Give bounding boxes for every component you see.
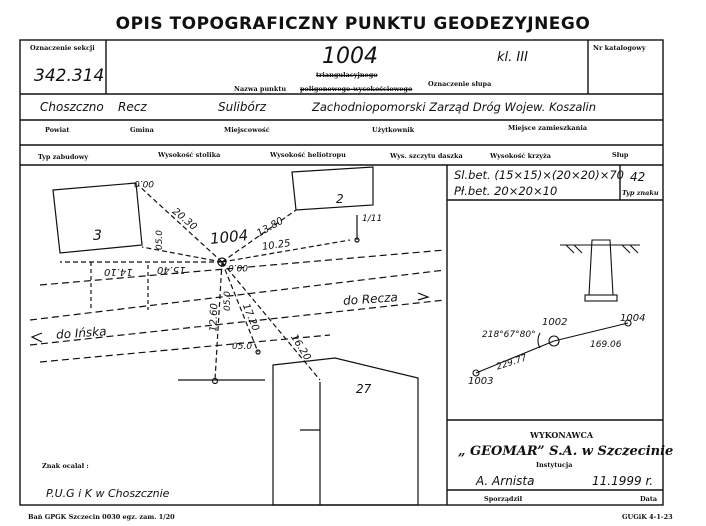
distance-3: 10.25 [261,238,292,253]
section-value: 342.314 [34,66,105,86]
point-number: 1004 [322,44,378,69]
uzytkownik-value: Zachodniopomorski Zarząd Dróg Wojew. Koszalin [312,100,597,114]
seal-label: Znak ocalał : [42,462,89,470]
benchmark-fraction: 1/11 [362,214,383,224]
date-label: Data [640,495,658,503]
distance-2: 13.80 [255,215,286,240]
distance-1: 20.30 [169,206,199,233]
network-1004: 1004 [620,313,646,324]
distance-4: 15.40 [157,264,186,275]
seal-value: P.U.G i K w Choszcznie [46,487,170,500]
distance-9: 05.0 [155,229,166,251]
powiat-value: Choszczno [40,100,104,114]
point-class: kl. III [497,50,528,65]
footer-left: Bań GPGK Szczecin 0030 egz. zam. 1/20 [28,513,175,521]
distance-12: 05.0 [223,290,234,312]
heliotrop-label: Wysokość heliotropu [270,151,346,159]
catalog-label: Nr katalogowy [593,44,646,52]
gmina-label: Gmina [130,126,154,134]
survey-date: 11.1999 r. [592,474,654,488]
typ-label: Typ zabudowy [38,153,89,161]
distance-8: 16.20 [288,332,313,363]
institution-label: Instytucja [536,461,573,469]
stabilization-line2: Pł.bet. 20×20×10 [454,184,558,198]
sketch-point-label: 1004 [209,226,250,248]
miejscowosc-value: Sulibórz [218,100,267,114]
building-2-label: 2 [336,192,344,206]
author-name: A. Arnista [476,474,535,488]
sign-code: 42 [630,170,646,184]
road-insko-label: do Ińska [55,324,107,342]
sign-code-label: Typ znaku [622,189,659,197]
section-label: Oznaczenie sekcji [30,44,95,52]
network-1002: 1002 [542,317,568,328]
point-type-line1: triangulacyjnego [316,71,378,79]
post-label: Oznaczenie słupa [428,80,492,88]
distance-11: 00.0 [228,262,249,272]
powiat-label: Powiat [45,126,70,134]
stolik-label: Wysokość stolika [158,151,221,159]
author-label: Sporządził [484,495,523,503]
slup-label: Słup [612,151,629,159]
gmina-value: Recz [118,100,147,114]
wykonawca-label: WYKONAWCA [530,430,594,440]
distance-5: 14.10 [104,266,133,277]
point-name-label: Nazwa punktu [234,85,287,93]
footer-right: GUGiK 4-1-23 [622,513,673,521]
network-1003: 1003 [468,376,494,387]
stabilization-line1: Sl.bet. (15×15)×(20×20)×70 [454,168,625,182]
distance-13: 05.0 [232,342,253,352]
network-dist-1003: 229.77 [495,353,529,373]
building-3-label: 3 [93,228,102,244]
wykonawca-company: „ GEOMAR” S.A. w Szczecinie [458,444,674,459]
miejscowosc-label: Miejscowość [224,126,270,134]
point-type-line2: poligonowego-wysokościowego [300,85,413,93]
sygnal-label: Wys. szczytu daszka [390,152,463,160]
road-recz-label: do Recza [342,290,399,308]
document-title: OPIS TOPOGRAFICZNY PUNKTU GEODEZYJNEGO [115,14,591,34]
distance-10: 00.0 [134,178,155,188]
building-27-label: 27 [356,382,372,396]
miejsce-label: Miejsce zamieszkania [508,124,588,132]
network-angle: 218°67°80° [482,330,536,340]
network-dist-1004: 169.06 [590,340,622,350]
uzytkownik-label: Użytkownik [372,126,415,134]
distance-6: 12.60 [208,302,221,333]
krzyz-label: Wysokość krzyża [490,152,551,160]
distance-7: 17.20 [239,302,261,333]
